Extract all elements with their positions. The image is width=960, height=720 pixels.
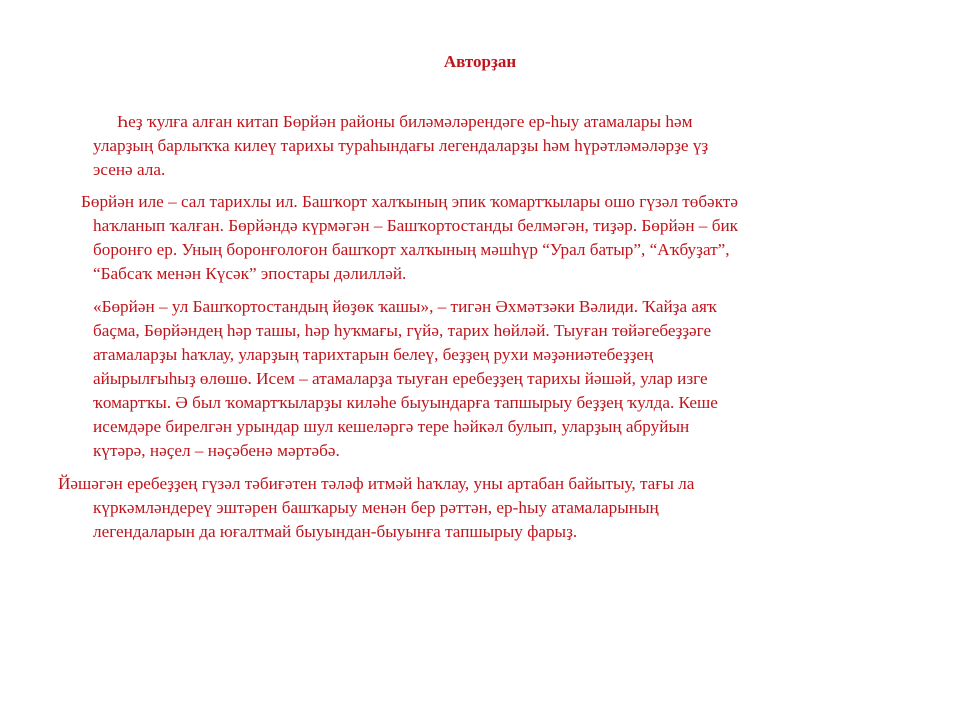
paragraph-3-line-6: исемдәре бирелгән урындар шул кешеләргә тере һәйкәл булып, уларҙың абруйын [93,417,690,436]
paragraph-3-line-5: ҡомартҡы. Ә был ҡомартҡыларҙы киләһе быуындарға тапшырыу беҙҙең ҡулда. Кеше [93,393,718,412]
paragraph-1-line-3: эсенә ала. [93,160,166,179]
paragraph-3-line-4: айырылғыһыҙ өлөшө. Исем – атамаларҙа тыуған еребеҙҙең тарихы йәшәй, улар изге [93,369,708,388]
paragraph-3-line-3: атамаларҙы һаҡлау, уларҙың тарихтарын белеү, беҙҙең рухи мәҙәниәтебеҙҙең [93,345,654,364]
paragraph-4-line-3: легендаларын да юғалтмай быуындан-быуынға тапшырыу фарыҙ. [93,522,578,541]
paragraph-4-line-2: күркәмләндереү эштәрен башҡарыу менән бер рәттән, ер-һыу атамаларының [93,498,659,517]
paragraph-1-line-2: уларҙың барлыҡҡа килеү тарихы тураһындағы легендаларҙы һәм һүрәтләмәләрҙе үҙ [93,136,709,155]
paragraph-2-line-4: “Бабсаҡ менән Күсәк” эпостары дәлилләй. [93,264,407,283]
paragraph-3-line-2: баҫма, Бөрйәндең һәр ташы, һәр һуҡмағы, гүйә, тарих һөйләй. Тыуған төйәгебеҙҙәге [93,321,712,340]
paragraph-2-line-3: боронғо ер. Уның боронғолоғон башҡорт халҡының мәшһүр “Урал батыр”, “Аҡбуҙат”, [93,240,730,259]
paragraph-2-line-2: һаҡланып ҡалған. Бөрйәндә күрмәгән – Башҡортостанды белмәгән, тиҙәр. Бөрйән – бик [93,216,738,235]
paragraph-1-line-1: Һеҙ ҡулға алған китап Бөрйән районы биләмәләрендәге ер-һыу атамалары һәм [117,112,693,131]
paragraph-3-line-7: күтәрә, нәҫел – нәҫәбенә мәртәбә. [93,441,340,460]
paragraph-4-line-1: Йәшәгән еребеҙҙең гүзәл тәбиғәтен тәләф итмәй һаҡлау, уны артабан байытыу, тағы ла [58,474,695,493]
paragraph-2-line-1: Бөрйән иле – сал тарихлы ил. Башҡорт халҡының эпик ҡомартҡылары ошо гүзәл төбәктә [81,192,738,211]
paragraph-3-line-1: «Бөрйән – ул Башҡортостандың йөҙөк ҡашы», – тигән Әхмәтзәки Вәлиди. Ҡайҙа аяҡ [93,297,717,316]
document-title: Авторҙан [443,52,517,71]
